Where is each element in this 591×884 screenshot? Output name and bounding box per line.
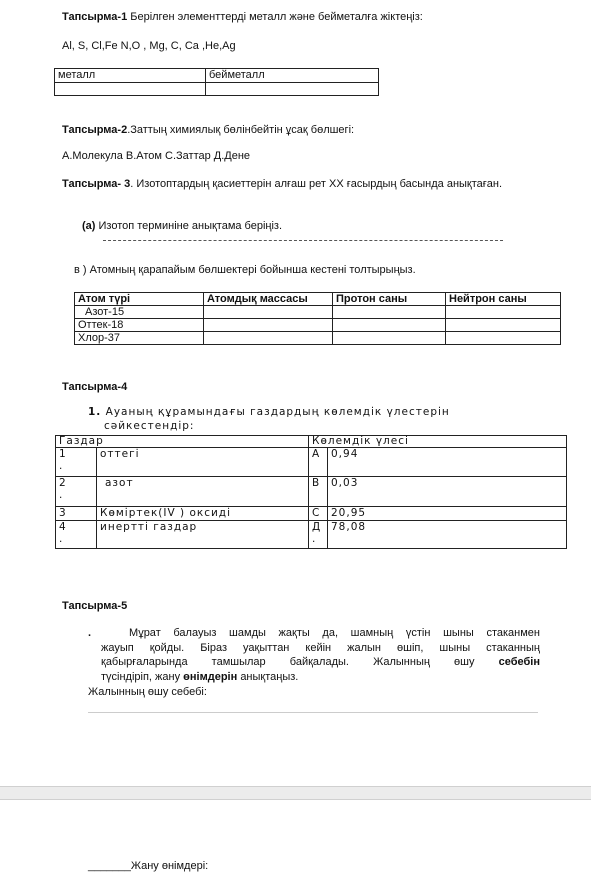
task2-text: .Заттың химиялық бөлінбейтін ұсақ бөлшегі: bbox=[127, 124, 355, 136]
task4-label: Тапсырма-4 bbox=[62, 381, 128, 393]
table-cell[interactable] bbox=[204, 306, 333, 319]
task3-part-b: в ) Атомның қарапайым бөлшектері бойынша кестені толтырыңыз. bbox=[74, 264, 416, 276]
row-num: 4 . bbox=[56, 521, 97, 549]
task3-table bbox=[74, 292, 561, 345]
col-gases: Газдар bbox=[56, 436, 309, 448]
task5-heading bbox=[62, 600, 127, 612]
col-neutrons: Нейтрон саны bbox=[446, 293, 561, 306]
task5-line: Мұрат балауыз шамды жақты да, шамның үстін шыны стаканмен bbox=[129, 627, 540, 639]
task1-heading bbox=[62, 11, 423, 23]
table-cell[interactable] bbox=[446, 306, 561, 319]
task2-options: А.Молекула В.Атом С.Заттар Д.Дене bbox=[62, 150, 251, 162]
task3-text: . Изотоптардың қасиеттерін алғаш рет ХХ ғасырдың басында анықтаған. bbox=[130, 178, 503, 190]
atom-row-label: Азот-15 bbox=[75, 306, 204, 319]
products-label: Жану өнімдері: bbox=[130, 860, 209, 872]
task5-paragraph bbox=[88, 626, 540, 684]
task1-col-nonmetal: бейметалл bbox=[206, 69, 379, 83]
fraction-value: 0,03 bbox=[328, 477, 567, 507]
task1-text: Берілген элементтерді металл және бейметалға жіктеңіз: bbox=[127, 11, 423, 23]
task3-part-a-text: Изотоп терминіне анықтама беріңіз. bbox=[95, 220, 283, 232]
table-cell[interactable] bbox=[333, 319, 446, 332]
table-cell[interactable] bbox=[333, 306, 446, 319]
row-num: 2 . bbox=[56, 477, 97, 507]
task4-item-num: 1. bbox=[88, 406, 102, 418]
answer-line[interactable] bbox=[88, 712, 538, 713]
gas-name: азот bbox=[97, 477, 309, 507]
task4-item-text-1: Ауаның құрамындағы газдардың көлемдік үлестерін bbox=[105, 406, 450, 418]
col-atomic-mass: Атомдық массасы bbox=[204, 293, 333, 306]
table-cell[interactable] bbox=[204, 319, 333, 332]
fraction-value: 20,95 bbox=[328, 507, 567, 521]
atom-row-label: Оттек-18 bbox=[75, 319, 204, 332]
col-protons: Протон саны bbox=[333, 293, 446, 306]
task5-line: жауып қойды. Біраз уақыттан кейін жалын өшіп, шыны стаканның bbox=[101, 641, 540, 654]
task3-part-a bbox=[82, 220, 282, 232]
task3-label: Тапсырма- 3 bbox=[62, 178, 131, 190]
col-fraction: Көлемдік үлесі bbox=[309, 436, 567, 448]
task4-item-text-2: сәйкестендір: bbox=[104, 420, 195, 432]
table-cell[interactable] bbox=[446, 319, 561, 332]
row-num: 1 . bbox=[56, 448, 97, 477]
fraction-value: 78,08 bbox=[328, 521, 567, 549]
task5-line: қабырғаларында тамшылар байқалады. Жалынның өшу себебін bbox=[101, 656, 540, 668]
task5-label: Тапсырма-5 bbox=[62, 600, 128, 612]
task3-heading bbox=[62, 177, 522, 191]
table-cell[interactable] bbox=[204, 332, 333, 345]
task1-table bbox=[54, 68, 379, 96]
products-line bbox=[88, 860, 208, 872]
table-cell[interactable] bbox=[333, 332, 446, 345]
task1-elements: Al, S, Cl,Fe N,O , Mg, C, Ca ,He,Ag bbox=[62, 40, 236, 52]
col-atom-type: Атом түрі bbox=[75, 293, 204, 306]
task2-label: Тапсырма-2 bbox=[62, 124, 128, 136]
page-separator bbox=[0, 786, 591, 800]
gas-name: инертті газдар bbox=[97, 521, 309, 549]
task4-item bbox=[88, 405, 450, 433]
cause-label: Жалынның өшу себебі: bbox=[88, 686, 207, 698]
task5-line: түсіндіріп, жану өнімдерін анықтаңыз. bbox=[101, 670, 299, 683]
gas-name: Көміртек(IV ) оксиді bbox=[97, 507, 309, 521]
task4-heading bbox=[62, 381, 127, 393]
task4-table bbox=[55, 435, 567, 549]
task1-label: Тапсырма-1 bbox=[62, 11, 128, 23]
option-letter: В bbox=[309, 477, 328, 507]
answer-blank[interactable]: _______ bbox=[88, 860, 131, 872]
answer-line[interactable] bbox=[103, 240, 503, 241]
task1-col-metal: металл bbox=[55, 69, 206, 83]
option-letter: А bbox=[309, 448, 328, 477]
atom-row-label: Хлор-37 bbox=[75, 332, 204, 345]
gas-name: оттегі bbox=[97, 448, 309, 477]
task1-cell bbox=[206, 83, 379, 96]
task3-part-a-label: (а) bbox=[82, 220, 96, 232]
option-letter: С bbox=[309, 507, 328, 521]
task1-cell bbox=[55, 83, 206, 96]
option-letter: Д . bbox=[309, 521, 328, 549]
fraction-value: 0,94 bbox=[328, 448, 567, 477]
task2-heading bbox=[62, 124, 354, 136]
row-num: 3 bbox=[56, 507, 97, 521]
task5-bullet: . bbox=[88, 627, 92, 639]
table-cell[interactable] bbox=[446, 332, 561, 345]
